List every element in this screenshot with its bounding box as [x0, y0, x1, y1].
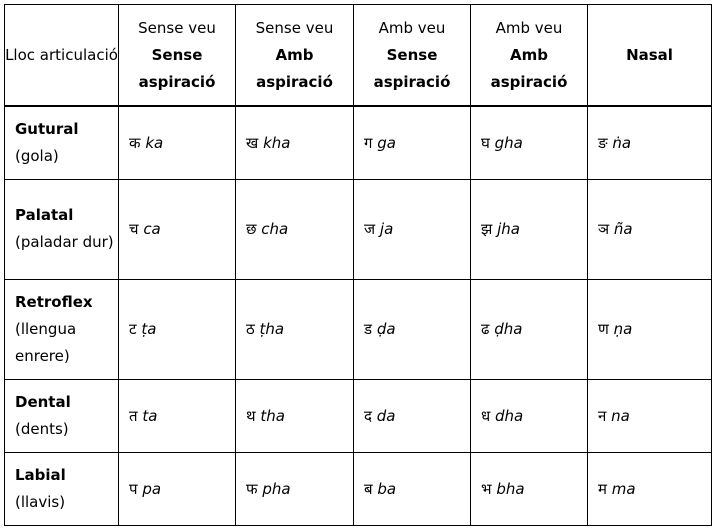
table-row-gutural [5, 106, 712, 179]
devanagari-letter: ट [129, 320, 137, 338]
devanagari-letter: ध [481, 406, 491, 425]
transliteration: ka [145, 133, 164, 152]
consonant-cell [236, 179, 354, 279]
place-description: (gola) [15, 146, 59, 165]
place-description: (paladar dur) [15, 233, 114, 251]
consonant-cell [588, 179, 712, 279]
consonant-cell [119, 279, 236, 379]
transliteration: jha [497, 220, 520, 238]
consonant-cell [588, 379, 712, 452]
consonant-cell [354, 279, 471, 379]
consonant-cell [471, 452, 588, 525]
place-description: (dents) [15, 419, 69, 438]
place-name: Gutural [15, 119, 79, 138]
header-voiceless-unaspirated [119, 5, 236, 107]
header-row [5, 5, 712, 107]
header-nasal-label: Nasal [626, 45, 673, 64]
table-row-dental [5, 379, 712, 452]
header-voiced-unaspirated [354, 5, 471, 107]
transliteration: ṭha [259, 320, 285, 338]
place-name: Dental [15, 392, 71, 411]
consonant-cell [471, 279, 588, 379]
place-name: Retroflex [15, 292, 93, 311]
place-cell [5, 106, 119, 179]
transliteration: ca [143, 220, 161, 238]
consonant-cell [354, 179, 471, 279]
transliteration: ṅa [612, 133, 632, 152]
devanagari-letter: भ [481, 479, 492, 498]
devanagari-letter: ख [246, 133, 259, 152]
place-cell [5, 379, 119, 452]
transliteration: ga [377, 133, 396, 152]
devanagari-letter: झ [481, 220, 493, 238]
devanagari-letter: फ [246, 479, 258, 498]
devanagari-letter: ङ [598, 133, 608, 152]
devanagari-letter: प [129, 479, 138, 498]
consonant-cell [588, 106, 712, 179]
place-description: (llengua enrere) [15, 319, 77, 365]
table-row-palatal [5, 179, 712, 279]
consonant-cell [588, 279, 712, 379]
header-aspiration: Amb aspiració [490, 45, 568, 91]
consonant-cell [119, 179, 236, 279]
place-name: Palatal [15, 206, 74, 224]
transliteration: pa [142, 479, 162, 498]
devanagari-letter: घ [481, 133, 490, 152]
transliteration: ḍa [376, 320, 396, 338]
devanagari-letter: क [129, 133, 141, 152]
transliteration: cha [261, 220, 289, 238]
header-aspiration: Sense aspiració [373, 45, 451, 91]
header-place-label: Lloc articulació [5, 45, 118, 64]
devanagari-letter: म [598, 479, 607, 498]
header-aspiration: Amb aspiració [256, 45, 333, 91]
transliteration: ma [611, 479, 636, 498]
devanagari-letter: न [598, 406, 607, 425]
header-voicing: Amb veu [378, 18, 446, 37]
transliteration: ṭa [141, 320, 157, 338]
consonant-cell [588, 452, 712, 525]
transliteration: pha [262, 479, 291, 498]
header-nasal [588, 5, 712, 107]
consonant-cell [471, 179, 588, 279]
consonant-cell [354, 379, 471, 452]
consonant-cell [471, 106, 588, 179]
devanagari-letter: च [129, 220, 139, 238]
transliteration: dha [495, 406, 524, 425]
devanagari-letter: ढ [481, 320, 490, 338]
header-voiced-aspirated [471, 5, 588, 107]
transliteration: ṇa [613, 320, 633, 338]
consonant-cell [119, 106, 236, 179]
consonant-cell [119, 452, 236, 525]
consonant-cell [236, 452, 354, 525]
devanagari-letter: ब [364, 479, 373, 498]
place-description: (llavis) [15, 492, 66, 511]
devanagari-letter: ञ [598, 220, 610, 238]
header-voicing: Amb veu [495, 18, 563, 37]
devanagari-letter: थ [246, 406, 256, 425]
devanagari-letter: द [364, 406, 372, 425]
devanagari-letter: छ [246, 220, 257, 238]
transliteration: bha [496, 479, 525, 498]
consonant-cell [236, 379, 354, 452]
transliteration: da [376, 406, 396, 425]
transliteration: na [611, 406, 630, 425]
consonant-cell [354, 106, 471, 179]
consonant-cell [471, 379, 588, 452]
devanagari-letter: ज [364, 220, 376, 238]
transliteration: ḍha [494, 320, 523, 338]
table-row-labial [5, 452, 712, 525]
transliteration: ta [142, 406, 158, 425]
transliteration: ba [377, 479, 397, 498]
transliteration: ja [379, 220, 394, 238]
place-cell [5, 279, 119, 379]
devanagari-letter: ण [598, 320, 609, 338]
devanagari-letter: ठ [246, 320, 255, 338]
consonant-cell [119, 379, 236, 452]
devanagari-letter: ग [364, 133, 373, 152]
devanagari-letter: ड [364, 320, 373, 338]
place-cell [5, 179, 119, 279]
transliteration: gha [494, 133, 523, 152]
devanagari-letter: त [129, 406, 138, 425]
consonant-table [4, 4, 712, 526]
table-row-retroflex [5, 279, 712, 379]
header-place [5, 5, 119, 107]
consonant-cell [236, 279, 354, 379]
transliteration: tha [260, 406, 285, 425]
header-voiceless-aspirated [236, 5, 354, 107]
consonant-cell [236, 106, 354, 179]
consonant-cell [354, 452, 471, 525]
header-voicing: Sense veu [138, 18, 216, 37]
header-voicing: Sense veu [255, 18, 334, 37]
transliteration: kha [263, 133, 291, 152]
header-aspiration: Sense aspiració [138, 45, 216, 91]
place-cell [5, 452, 119, 525]
transliteration: ña [613, 220, 633, 238]
place-name: Labial [15, 465, 66, 484]
